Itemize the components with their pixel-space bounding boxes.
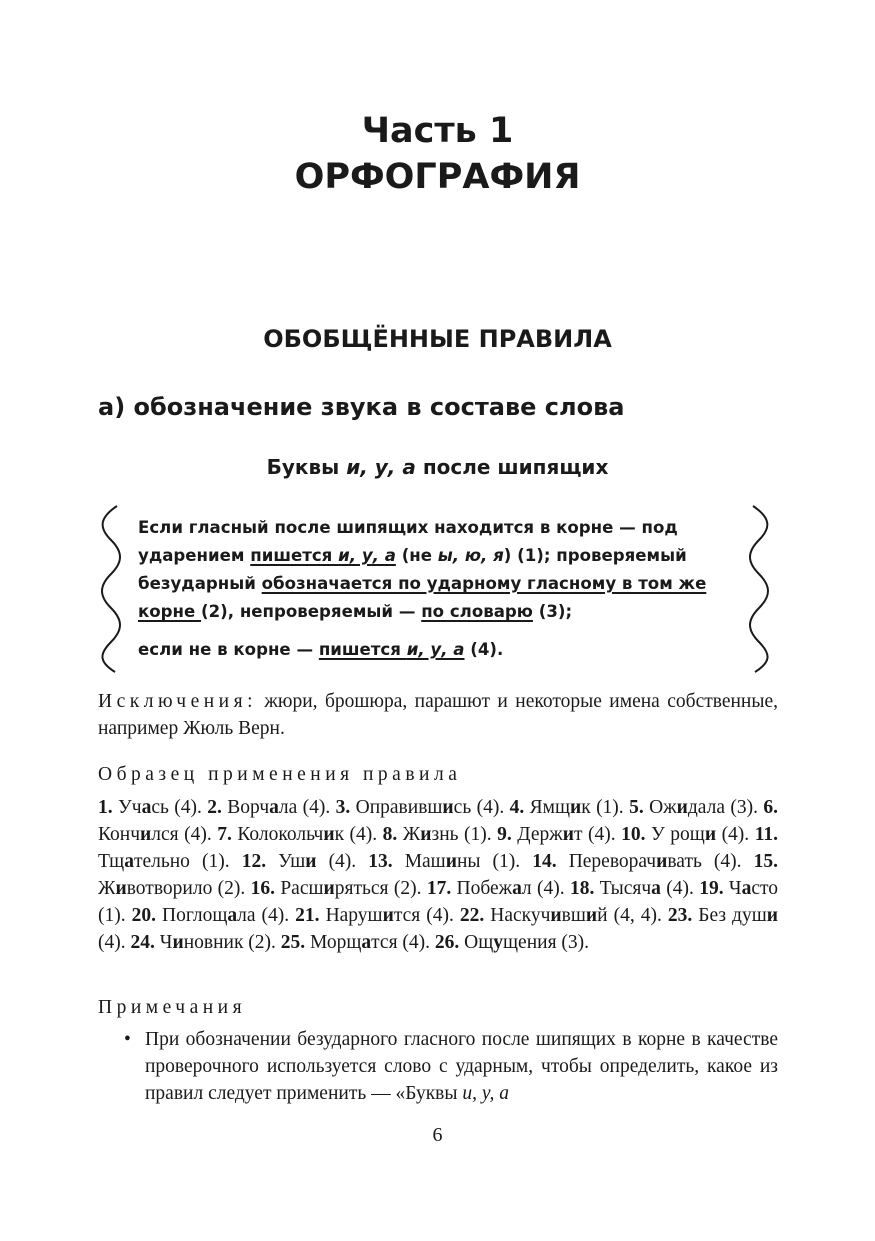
rule-letters: ы, ю, я <box>437 546 504 565</box>
rule-underline: корне <box>138 602 202 621</box>
example-word-part: Уч <box>112 797 142 818</box>
example-number: 13. <box>368 851 393 872</box>
example-target-letter: и <box>704 824 717 845</box>
example-item <box>131 932 281 953</box>
example-word-part: тельно (1). <box>133 851 242 872</box>
example-target-letter: и <box>445 851 457 872</box>
example-word-part: й (4, 4). <box>597 905 668 926</box>
example-target-letter: а <box>227 905 238 926</box>
example-word-part: ла (4). <box>278 797 336 818</box>
example-number: 21. <box>295 905 320 926</box>
example-word-part: знь (1). <box>431 824 498 845</box>
example-word-part: Ямщ <box>524 797 570 818</box>
example-item <box>98 797 207 818</box>
example-number: 14. <box>532 851 557 872</box>
part-name: ОРФОГРАФИЯ <box>294 157 581 197</box>
example-item <box>207 797 335 818</box>
exceptions-text: жюри, брошюра, парашют и некоторые имена собственные, например Жюль Верн. <box>98 691 778 739</box>
example-item <box>532 851 753 872</box>
example-number: 16. <box>250 878 275 899</box>
example-number: 4. <box>509 797 525 818</box>
example-number: 26. <box>434 932 460 953</box>
rule-text-fragment: ударением <box>138 546 251 565</box>
example-word-part: Побеж <box>451 878 513 899</box>
example-heading: Образец применения правила <box>98 764 462 785</box>
example-word-part: л (4). <box>521 878 570 899</box>
example-number: 15. <box>753 851 778 872</box>
example-word-part: тся (4). <box>371 932 435 953</box>
rule-box-text <box>138 514 738 664</box>
part-heading <box>0 108 875 200</box>
note-text <box>145 1026 778 1107</box>
example-item <box>510 797 629 818</box>
example-number: 18. <box>569 878 595 899</box>
example-number: 17. <box>426 878 452 899</box>
rule-underline: обозначается по ударному гласному в том же <box>261 574 707 593</box>
example-word-part: Расш <box>274 878 324 899</box>
example-target-letter: и <box>656 851 668 872</box>
example-item <box>621 824 755 845</box>
example-number: 23. <box>667 905 693 926</box>
example-word-part: Ож <box>643 797 677 818</box>
example-word-part: Тысяч <box>594 878 652 899</box>
rule-line-3 <box>138 570 738 598</box>
rule-text-fragment: (2), непроверяемый — <box>201 602 422 621</box>
example-word-part: Без душ <box>692 905 767 926</box>
example-word-part: ла (4). <box>237 905 296 926</box>
note-letters: и, у, а <box>462 1083 510 1104</box>
example-number: 19. <box>699 878 724 899</box>
example-number: 3. <box>335 797 351 818</box>
example-word-part: Наскуч <box>484 905 551 926</box>
example-number: 10. <box>621 824 646 845</box>
note-bullet: • <box>124 1029 131 1050</box>
example-target-letter: и <box>323 824 335 845</box>
example-target-letter: и <box>140 824 152 845</box>
example-word-part: лся (4). <box>151 824 218 845</box>
rule-letters: и, у, а <box>338 546 396 565</box>
rule-title-suffix: после шипящих <box>415 455 609 479</box>
example-word-part: новник (2). <box>183 932 281 953</box>
example-word-part: (4). <box>316 851 369 872</box>
example-word-part: Ч <box>723 878 742 899</box>
example-target-letter: и <box>550 905 562 926</box>
left-wavy-bracket <box>102 506 120 672</box>
examples-paragraph <box>98 794 778 956</box>
rule-text-fragment: если не в корне — <box>138 640 319 659</box>
example-number: 6. <box>763 797 778 818</box>
note-body: При обозначении безударного гласного после шипящих в корне в качестве проверочного используется слово с ударным, чтобы определить, какое из правил следует применить — «Буквы <box>145 1029 778 1104</box>
example-target-letter: и <box>442 797 454 818</box>
example-target-letter: и <box>382 905 394 926</box>
example-target-letter: и <box>766 905 778 926</box>
example-word-part: сто (1). <box>98 878 778 926</box>
example-number: 8. <box>382 824 398 845</box>
example-target-letter: а <box>361 932 372 953</box>
example-word-part: Держ <box>511 824 563 845</box>
rule-line-5 <box>138 636 738 664</box>
rule-text-fragment: безударный <box>138 574 262 593</box>
example-word-part: Ч <box>154 932 173 953</box>
example-number: 2. <box>207 797 222 818</box>
example-item <box>383 824 498 845</box>
exceptions-label: Исключения: <box>98 691 257 712</box>
example-word-part: Ворч <box>221 797 270 818</box>
example-word-part: У рощ <box>645 824 705 845</box>
example-target-letter: а <box>141 797 152 818</box>
rule-text-fragment: ) (1); проверяемый <box>503 546 687 565</box>
rule-line-1: Если гласный после шипящих находится в корне — под <box>138 518 678 537</box>
example-number: 20. <box>131 905 157 926</box>
example-number: 9. <box>497 824 512 845</box>
example-word-part: Ощ <box>459 932 494 953</box>
example-target-letter: и <box>562 824 574 845</box>
part-number: Часть 1 <box>361 111 514 151</box>
example-item <box>570 878 699 899</box>
notes-heading: Примечания <box>98 997 247 1018</box>
example-target-letter: и <box>569 797 582 818</box>
example-item <box>336 797 510 818</box>
example-word-part: вш <box>561 905 586 926</box>
example-word-part: т (4). <box>573 824 622 845</box>
example-word-part: Уш <box>266 851 306 872</box>
example-target-letter: и <box>305 851 317 872</box>
example-number: 7. <box>217 824 232 845</box>
example-word-part: Маш <box>392 851 446 872</box>
example-word-part: к (1). <box>581 797 630 818</box>
example-word-part: Поглощ <box>156 905 228 926</box>
example-target-letter: у <box>493 932 504 953</box>
rule-underline <box>250 546 396 565</box>
example-word-part: к (4). <box>334 824 383 845</box>
example-word-part: ны (1). <box>456 851 533 872</box>
example-target-letter: а <box>512 878 522 899</box>
rule-text-fragment: пишется <box>250 546 339 565</box>
example-number: 25. <box>280 932 306 953</box>
example-item <box>251 878 427 899</box>
rule-title-letters: и, у, а <box>346 455 416 479</box>
example-word-part: (4). <box>98 932 131 953</box>
example-word-part: Оправивш <box>350 797 443 818</box>
example-word-part: сь (4). <box>453 797 510 818</box>
example-number: 22. <box>459 905 485 926</box>
example-word-part: (4). <box>716 824 755 845</box>
example-word-part: дала (3). <box>687 797 764 818</box>
example-word-part: (4). <box>660 878 700 899</box>
example-item <box>295 905 460 926</box>
rule-title-prefix: Буквы <box>266 455 347 479</box>
example-word-part: Морщ <box>305 932 362 953</box>
example-target-letter: а <box>269 797 279 818</box>
section-title: ОБОБЩЁННЫЕ ПРАВИЛА <box>263 325 612 353</box>
example-item <box>368 851 532 872</box>
example-word-part: Ж <box>98 878 116 899</box>
rule-line-4 <box>138 598 738 626</box>
subsection-title: а) обозначение звука в составе слова <box>98 393 625 421</box>
example-target-letter: и <box>115 878 127 899</box>
example-word-part: щения (3). <box>503 932 590 953</box>
example-word-part: Ж <box>397 824 421 845</box>
example-target-letter: и <box>323 878 335 899</box>
example-target-letter: и <box>420 824 432 845</box>
rule-text-fragment: (3); <box>532 602 573 621</box>
example-item <box>427 878 570 899</box>
example-item <box>497 824 621 845</box>
example-number: 12. <box>241 851 267 872</box>
rule-underline <box>319 640 465 659</box>
rule-text-fragment: (не <box>395 546 438 565</box>
example-number: 5. <box>629 797 644 818</box>
exceptions-paragraph <box>98 688 778 742</box>
example-item <box>435 932 589 953</box>
example-item <box>281 932 435 953</box>
rule-letters: и, у, а <box>406 640 465 659</box>
example-word-part: Конч <box>98 824 141 845</box>
example-item <box>132 905 296 926</box>
page-number: 6 <box>432 1124 443 1146</box>
example-word-part: вотворило (2). <box>126 878 251 899</box>
example-target-letter: а <box>651 878 661 899</box>
example-target-letter: а <box>741 878 752 899</box>
example-word-part: ряться (2). <box>334 878 427 899</box>
example-word-part: Тщ <box>98 851 125 872</box>
example-number: 24. <box>130 932 155 953</box>
example-word-part: вать (4). <box>667 851 754 872</box>
example-number: 11. <box>754 824 778 845</box>
rule-underline: по словарю <box>421 602 533 621</box>
rule-text-fragment: пишется <box>318 640 407 659</box>
example-word-part: Наруш <box>319 905 383 926</box>
example-item <box>242 851 369 872</box>
example-target-letter: и <box>172 932 184 953</box>
example-target-letter: а <box>124 851 134 872</box>
example-word-part: сь (4). <box>151 797 208 818</box>
example-target-letter: и <box>585 905 598 926</box>
rule-title <box>0 452 875 482</box>
rule-line-2 <box>138 542 738 570</box>
example-item <box>460 905 668 926</box>
example-item <box>217 824 382 845</box>
example-number: 1. <box>98 797 113 818</box>
example-item <box>629 797 763 818</box>
right-wavy-bracket <box>750 506 768 672</box>
example-word-part: Колокольч <box>231 824 324 845</box>
example-word-part: тся (4). <box>393 905 460 926</box>
rule-text-fragment: (4). <box>464 640 504 659</box>
example-word-part: Переворач <box>556 851 657 872</box>
example-target-letter: и <box>676 797 688 818</box>
